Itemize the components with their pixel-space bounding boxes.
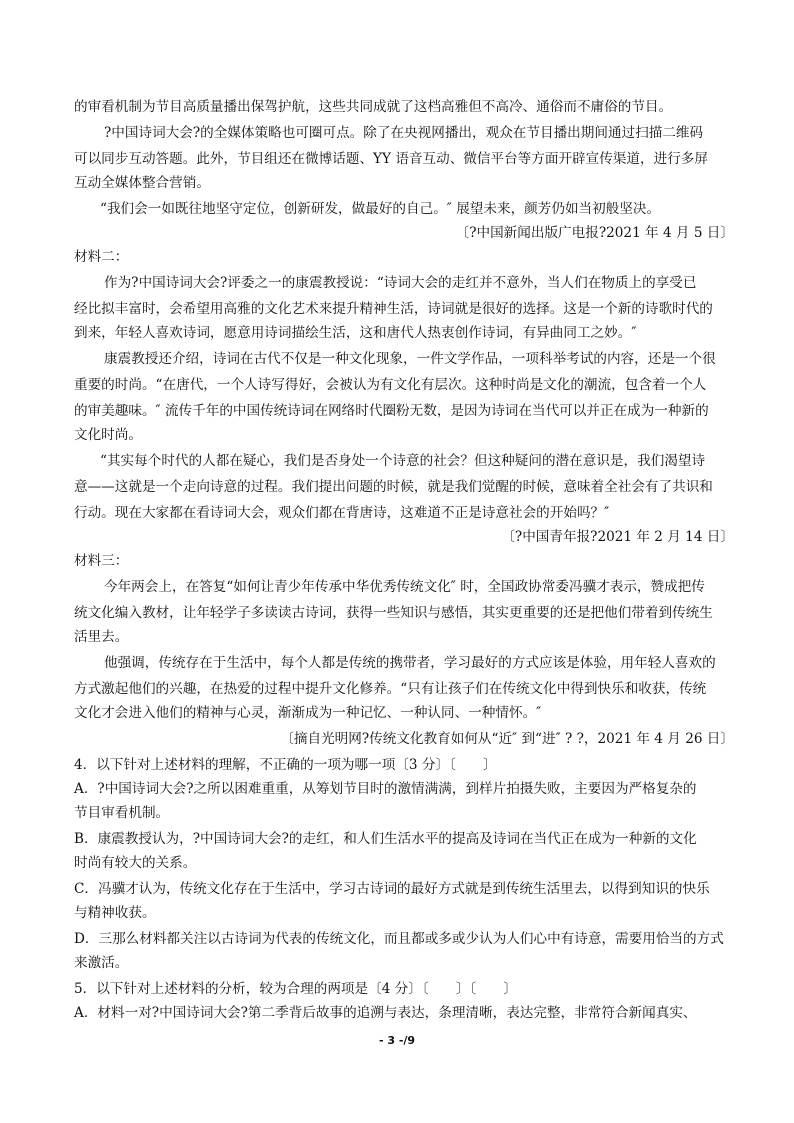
paragraph-line: 意——这就是一个走向诗意的过程。我们提出问题的时候，就是我们觉醒的时候，意味着全社会有了共识和 — [74, 479, 713, 495]
paragraph-line: 行动。现在大家都在看诗词大会，观众们都在背唐诗，这难道不正是诗意社会的开始吗？″ — [74, 505, 610, 521]
paragraph-line: 的审看机制为节目高质量播出保驾护航，这些共同成就了这档高雅但不高冷、通俗而不庸俗的节目。 — [74, 99, 673, 115]
question-option: 与精神收获。 — [74, 905, 156, 921]
paragraph-line: 经比拟丰富时，会希望用高雅的文化艺术来提升精神生活，诗词就是很好的选择。这是一个新的诗歌时代的 — [74, 301, 713, 317]
question-option: 时尚有较大的关系。 — [74, 855, 197, 871]
paragraph-line: 文化时尚。 — [74, 427, 142, 443]
question-option: 来激活。 — [74, 955, 129, 971]
question-option: A．?中国诗词大会?之所以困难重重，从筹划节目时的激情满满，到样片拍摄失败，主要因为严格复杂的 — [74, 781, 697, 797]
paragraph-line: “其实每个时代的人都在疑心，我们是否身处一个诗意的社会？但这种疑问的潜在意识是，我们渴望诗 — [100, 453, 706, 469]
source-citation: 〔?中国青年报?2021 年 2 月 14 日〕 — [501, 529, 734, 545]
paragraph-line: 活里去。 — [74, 629, 129, 645]
material-label: 材料二： — [74, 249, 129, 265]
paragraph-line: 的审美趣味。″ 流传千年的中国传统诗词在网络时代圈粉无数，是因为诗词在当代可以并正在成为一种新的 — [74, 403, 709, 419]
paragraph-line: 可以同步互动答题。此外，节目组还在微博话题、YY 语音互动、微信平台等方面开辟宣传渠道，进行多屏 — [74, 151, 708, 167]
source-citation: 〔?中国新闻出版广电报?2021 年 4 月 5 日〕 — [455, 225, 734, 241]
paragraph-line: 到来，年轻人喜欢诗词，愿意用诗词描绘生活，这和唐代人热衷创作诗词，有异曲同工之妙。″ — [74, 325, 637, 341]
paragraph-line: 方式激起他们的兴趣，在热爱的过程中提升文化修养。“只有让孩子们在传统文化中得到快乐和收获，传统 — [74, 681, 707, 697]
paragraph-line: 重要的时尚。“在唐代，一个人诗写得好，会被认为有文化有层次。这种时尚是文化的潮流，包含着一个人 — [74, 377, 707, 393]
page-number: - 3 -/9 — [378, 1034, 416, 1047]
paragraph-line: 统文化编入教材，让年轻学子多读读古诗词，获得一些知识与感悟，其实更重要的还是把他们带着到传统生 — [74, 605, 713, 621]
paragraph-line: 今年两会上，在答复“如何让青少年传承中华优秀传统文化″ 时，全国政协常委冯骥才表示，赞成把传 — [104, 579, 705, 595]
paragraph-line: 互动全媒体整合营销。 — [74, 175, 210, 191]
paragraph-line: 他强调，传统存在于生活中，每个人都是传统的携带者，学习最好的方式应该是体验，用年轻人喜欢的 — [104, 655, 716, 671]
question-option: D．三那么材料都关注以古诗词为代表的传统文化，而且都或多或少认为人们心中有诗意，需要用恰当的方式 — [74, 931, 724, 947]
paragraph-line: “我们会一如既往地坚守定位，创新研发，做最好的自己。″ 展望未来，颜芳仍如当初般坚决。 — [100, 201, 661, 217]
paragraph-line: ?中国诗词大会?的全媒体策略也可圈可点。除了在央视网播出，观众在节目播出期间通过扫描二维码 — [104, 125, 704, 141]
question-option: B．康震教授认为，?中国诗词大会?的走红，和人们生活水平的提高及诗词在当代正在成为一种新的文化 — [74, 831, 697, 847]
source-citation: 〔摘自光明网?传统文化教育如何从“近″ 到“进″ ? ?，2021 年 4 月 26 日〕 — [280, 731, 734, 747]
paragraph-line: 康震教授还介绍，诗词在古代不仅是一种文化现象，一件文学作品，一项科举考试的内容，还是一个很 — [104, 351, 716, 367]
question-stem: 4．以下针对上述材料的理解，不正确的一项为哪一项〔3 分〕〔 〕 — [74, 757, 497, 773]
question-option: 节目审看机制。 — [74, 805, 170, 821]
material-label: 材料三： — [74, 553, 129, 569]
question-stem: 5．以下针对上述材料的分析，较为合理的两项是〔4 分〕〔 〕〔 〕 — [74, 981, 518, 997]
paragraph-line: 作为?中国诗词大会?评委之一的康震教授说：“诗词大会的走红并不意外，当人们在物质上的享受已 — [104, 275, 697, 291]
question-option: C．冯骥才认为，传统文化存在于生活中，学习古诗词的最好方式就是到传统生活里去，以得到知识的快乐 — [74, 881, 710, 897]
paragraph-line: 文化才会进入他们的精神与心灵，渐渐成为一种记忆、一种认同、一种情怀。″ — [74, 705, 542, 721]
question-option: A．材料一对?中国诗词大会?第二季背后故事的追溯与表达，条理清晰，表达完整，非常符合新闻真实、 — [74, 1005, 697, 1021]
